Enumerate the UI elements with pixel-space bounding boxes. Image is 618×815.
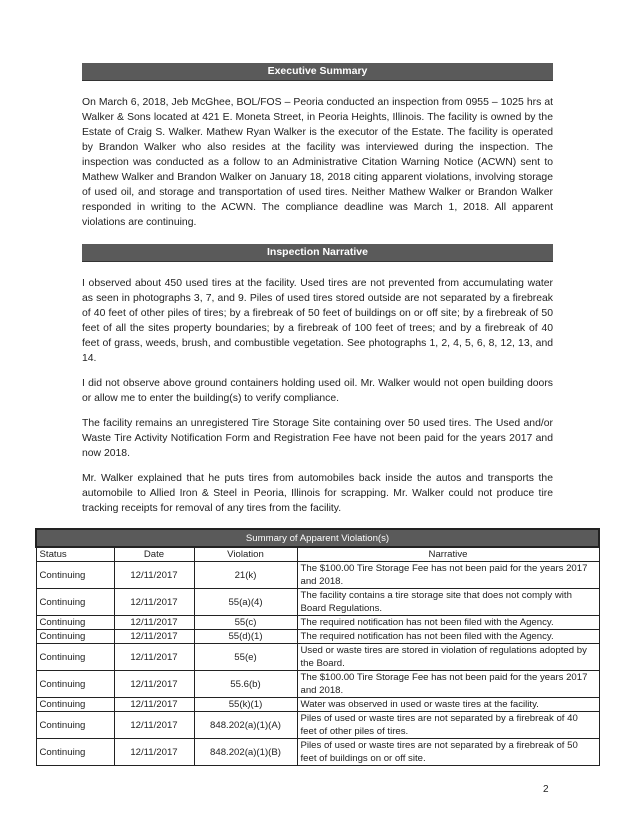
violation-cell: 848.202(a)(1)(A): [194, 712, 297, 739]
date-cell: 12/11/2017: [114, 562, 194, 589]
status-cell: Continuing: [36, 616, 114, 630]
table-row: [36, 589, 599, 616]
date-cell: 12/11/2017: [114, 698, 194, 712]
header-narrative: Narrative: [297, 547, 599, 562]
status-cell: Continuing: [36, 712, 114, 739]
narrative-cell: The $100.00 Tire Storage Fee has not been paid for the years 2017 and 2018.: [297, 562, 599, 589]
status-cell: Continuing: [36, 671, 114, 698]
status-cell: Continuing: [36, 644, 114, 671]
inspection-narrative-header: Inspection Narrative: [82, 244, 553, 262]
header-violation: Violation: [194, 547, 297, 562]
narrative-cell: Used or waste tires are stored in violation of regulations adopted by the Board.: [297, 644, 599, 671]
table-row: [36, 616, 599, 630]
status-cell: Continuing: [36, 589, 114, 616]
date-cell: 12/11/2017: [114, 616, 194, 630]
date-cell: 12/11/2017: [114, 712, 194, 739]
table-header-row: [36, 547, 599, 562]
header-date: Date: [114, 547, 194, 562]
status-cell: Continuing: [36, 698, 114, 712]
status-cell: Continuing: [36, 739, 114, 766]
violation-cell: 848.202(a)(1)(B): [194, 739, 297, 766]
executive-summary-header: Executive Summary: [82, 63, 553, 81]
date-cell: 12/11/2017: [114, 589, 194, 616]
page-number: 2: [543, 784, 549, 795]
violation-cell: 21(k): [194, 562, 297, 589]
table-row: [36, 644, 599, 671]
table-row: [36, 671, 599, 698]
narrative-cell: Piles of used or waste tires are not separated by a firebreak of 50 feet of buildings on or off site.: [297, 739, 599, 766]
violations-table: [35, 528, 600, 766]
status-cell: Continuing: [36, 630, 114, 644]
narrative-cell: Water was observed in used or waste tires at the facility.: [297, 698, 599, 712]
table-row: [36, 739, 599, 766]
violations-table-title: Summary of Apparent Violation(s): [36, 529, 599, 547]
violation-cell: 55(d)(1): [194, 630, 297, 644]
narrative-cell: The required notification has not been filed with the Agency.: [297, 616, 599, 630]
narrative-cell: The facility contains a tire storage site that does not comply with Board Regulations.: [297, 589, 599, 616]
table-row: [36, 562, 599, 589]
header-status: Status: [36, 547, 114, 562]
narrative-paragraph-4: Mr. Walker explained that he puts tires from automobiles back inside the autos and transports the automobile to Allied Iron & Steel in Peoria, Illinois for scrapping. Mr. Walker could not produce tire tracking receipts for removal of any tires from the facility.: [82, 473, 553, 514]
narrative-paragraph-1: I observed about 450 used tires at the facility. Used tires are not prevented from accumulating water as seen in photographs 3, 7, and 9. Piles of used tires stored outside are not separated by a firebreak of 40 feet of other piles of tires; by a firebreak of 50 feet of buildings on or off site; by a firebreak of 50 feet of all the sites property boundaries; by a firebreak of 100 feet of trees; and by a firebreak of 40 feet of grass, weeds, brush, and combustible vegetation. See photographs 1, 2, 4, 5, 6, 8, 12, 13, and 14.: [82, 278, 553, 364]
violation-cell: 55(a)(4): [194, 589, 297, 616]
date-cell: 12/11/2017: [114, 671, 194, 698]
date-cell: 12/11/2017: [114, 644, 194, 671]
status-cell: Continuing: [36, 562, 114, 589]
violation-cell: 55.6(b): [194, 671, 297, 698]
executive-summary-text: On March 6, 2018, Jeb McGhee, BOL/FOS – Peoria conducted an inspection from 0955 – 1025 hrs at Walker & Sons located at 421 E. Moneta Street, in Peoria Heights, Illinois. The facility is owned by the Estate of Craig S. Walker. Mathew Ryan Walker is the executor of the Estate. The facility is operated by Brandon Walker who also resides at the facility was interviewed during the inspection. The inspection was conducted as a follow to an Administrative Citation Warning Notice (ACWN) sent to Mathew Walker and Brandon Walker on January 18, 2018 citing apparent violations, involving storage of used oil, and storage and transportation of used tires. Neither Mathew Walker or Brandon Walker responded in writing to the ACWN. The compliance deadline was March 1, 2018. All apparent violations are continuing.: [82, 97, 553, 228]
narrative-paragraph-3: The facility remains an unregistered Tire Storage Site containing over 50 used tires. The Used and/or Waste Tire Activity Notification Form and Registration Fee have not been paid for the years 2017 and now 2018.: [82, 418, 553, 459]
table-row: [36, 630, 599, 644]
narrative-paragraph-2: I did not observe above ground containers holding used oil. Mr. Walker would not open building doors or allow me to enter the building(s) to verify compliance.: [82, 378, 553, 404]
table-row: [36, 712, 599, 739]
table-row: [36, 698, 599, 712]
violation-cell: 55(e): [194, 644, 297, 671]
narrative-cell: Piles of used or waste tires are not separated by a firebreak of 40 feet of other piles of tires.: [297, 712, 599, 739]
date-cell: 12/11/2017: [114, 739, 194, 766]
violation-cell: 55(c): [194, 616, 297, 630]
date-cell: 12/11/2017: [114, 630, 194, 644]
violation-cell: 55(k)(1): [194, 698, 297, 712]
narrative-cell: The $100.00 Tire Storage Fee has not been paid for the years 2017 and 2018.: [297, 671, 599, 698]
narrative-cell: The required notification has not been filed with the Agency.: [297, 630, 599, 644]
